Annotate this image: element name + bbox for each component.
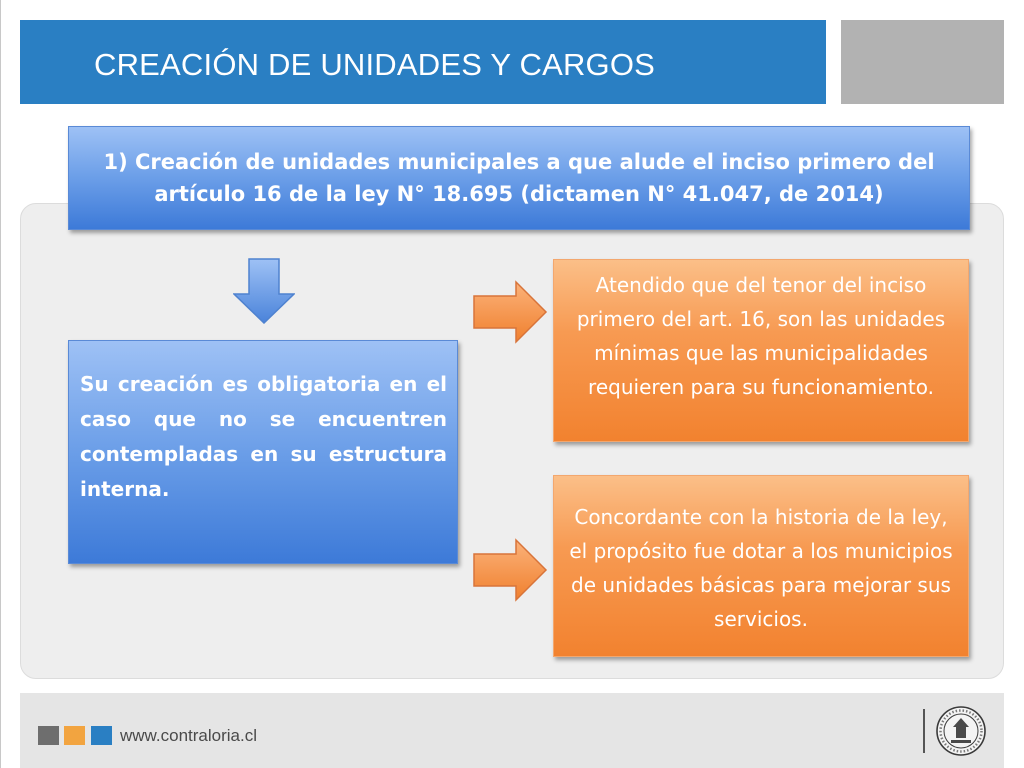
header-box <box>68 126 970 230</box>
law-history-box <box>553 475 969 657</box>
header-box-text: 1) Creación de unidades municipales a que alude el inciso primero del artículo 16 de la ley N° 18.695 (dictamen N° 41.047, de 2014) <box>103 150 935 206</box>
footer-bar <box>20 693 1004 768</box>
slide-edge-line <box>0 0 1 768</box>
law-history-box-text: Concordante con la historia de la ley, el propósito fue dotar a los municipios de unidades básicas para mejorar sus servicios. <box>569 505 953 631</box>
footer-url-link[interactable]: www.contraloria.cl <box>120 726 257 745</box>
arrow-right-icon <box>472 538 548 602</box>
obligation-box-text: Su creación es obligatoria en el caso que no se encuentren contempladas en su estructura interna. <box>80 372 447 501</box>
minimum-units-box <box>553 259 969 442</box>
arrow-down-icon <box>233 258 295 324</box>
title-grey-block <box>841 20 1004 104</box>
footer-divider <box>923 709 925 753</box>
footer-square-grey <box>38 726 59 745</box>
obligation-box <box>68 340 458 564</box>
title-bar <box>20 20 826 104</box>
minimum-units-box-text: Atendido que del tenor del inciso primero del art. 16, son las unidades mínimas que las municipalidades requieren para su funcionamiento. <box>576 273 946 399</box>
footer-square-orange <box>64 726 85 745</box>
contraloria-seal-icon <box>935 705 987 757</box>
arrow-right-icon <box>472 280 548 344</box>
slide-title: CREACIÓN DE UNIDADES Y CARGOS <box>94 47 656 82</box>
footer-square-blue <box>91 726 112 745</box>
